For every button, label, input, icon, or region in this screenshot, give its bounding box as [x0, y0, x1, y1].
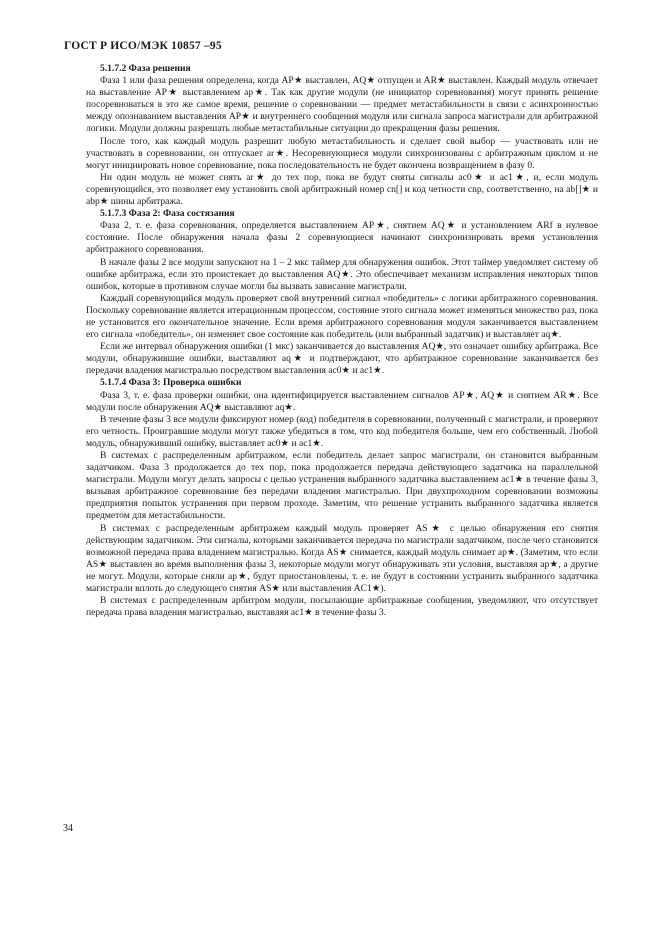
- paragraph: Фаза 3, т. е. фаза проверки ошибки, она идентифицируется выставлением сигналов AP★, AQ★ и снятием AR★. Все модули после обнаружения AQ★ выставляют aq★.: [86, 389, 598, 413]
- paragraph: Фаза 2, т. е. фаза соревнования, определяется выставлением AP★, снятием AQ★ и установлением ARf в нулевое состояние. После обнаружения начала фазы 2 соревнующиеся начинают синхронизировать время установления арбитражного соревнования.: [86, 220, 598, 256]
- paragraph: После того, как каждый модуль разрешит любую метастабильность и сделает свой выбор — участвовать или не участвовать в соревновании, он отпускает ar★. Несоревнующиеся модули синхронизованы с арбитражным циклом и не могут инициировать новое соревнование, пока последовательность не будет окончена возвращением в фазу 0.: [86, 135, 598, 171]
- section-heading: 5.1.7.4 Фаза 3: Проверка ошибки: [100, 377, 242, 389]
- paragraph: Каждый соревнующийся модуль проверяет свой внутренний сигнал «победитель» с логики арбитражного соревнования. Поскольку соревнование является итерационным процессом, состояние этого сигнала может изменяться множество раз, пока не установится его окончательное значение. Если время арбитражного соревнования модуля заканчивается выставлением его сигнала «победитель», он изменяет свое состояние как победитель (или выбранный задатчик) и выставляет aq★.: [86, 292, 598, 341]
- paragraph: В системах с распределенным арбитражом, если победитель делает запрос магистрали, он становится выбранным задатчиком. Фаза 3 продолжается до тех пор, пока продолжается передача действующего задатчика на параллельной магистрали. Модули могут делать запросы с целью устранения выбранного задатчика выставлением ac1★ в течение фазы 3, вызывая арбитражное соревнование без передачи владения магистралью. При двухпроходном соревновании возможны предприятия попыток устранения при первом проходе. Заметим, что решение устранить выбранного задатчика является предметом для метастабильности.: [86, 450, 598, 522]
- document-header: ГОСТ Р ИСО/МЭК 10857 –95: [64, 40, 222, 52]
- paragraph: Если же интервал обнаружения ошибки (1 мкс) заканчивается до выставления AQ★, это означает ошибку арбитража. Все модули, обнаружившие ошибки, выставляют aq★ и подтверждают, что арбитражное соревнование заканчивается без передачи владения магистралью посредством выставления ac0★ и ac1★.: [86, 341, 598, 377]
- paragraph: В системах с распределенным арбитром модули, посылающие арбитражные сообщения, уведомляют, что отсутствует передача права владения магистралью, выставляя ac1★ в течение фазы 3.: [86, 595, 598, 619]
- paragraph: В начале фазы 2 все модули запускают на 1 – 2 мкс таймер для обнаружения ошибок. Этот таймер уведомляет систему об ошибке арбитража, если это проистекает до выставления AQ★. Это обеспечивает механизм исправления некоторых типов ошибок, которые в противном случае могли бы вызвать зависание магистрали.: [86, 256, 598, 292]
- paragraph: Фаза 1 или фаза решения определена, когда AP★ выставлен, AQ★ отпущен и AR★ выставлен. Каждый модуль отвечает на выставление AP★ выставлением ap★. Так как другие модули (не инициатор соревнования) могут принять решение посоревноваться в это же самое время, решение о соревновании — предмет метастабильности в связи с асинхронностью между опознаванием выставления AP★ и внутреннего сообщения модуля или сигнала запроса магистрали для арбитражной логики. Модули должны разрешать любые метастабильные ситуации до прекращения фазы решения.: [86, 75, 598, 135]
- body-text: [86, 63, 598, 619]
- paragraph: Ни один модуль не может снять ar★ до тех пор, пока не будут сняты сигналы ac0★ и ac1★, и, если модуль соревнующийся, это позволяет ему установить свой арбитражный номер cn[] и код четности cnp, соответственно, на ab[]★ и abp★ шины арбитража.: [86, 171, 598, 208]
- section-heading: 5.1.7.2 Фаза решения: [100, 63, 191, 74]
- section-heading: 5.1.7.3 Фаза 2: Фаза состязания: [100, 208, 235, 220]
- paragraph: В течение фазы 3 все модули фиксируют номер (код) победителя в соревновании, полученный с магистрали, и проверяют его четность. Проигравшие модули могут также убедиться в том, что код победителя больше, чем его собственный. Любой модуль, обнаруживший ошибку, выставляет ac0★ и ac1★.: [86, 413, 598, 449]
- page-number: 34: [63, 823, 73, 834]
- paragraph: В системах с распределенным арбитражем каждый модуль проверяет AS★ с целью обнаружения его снятия действующим задатчиком. Эти сигналы, которыми заканчивается передача по магистрали задатчиком, после чего становится возможной передача права владением магистралью. Когда AS★ снимается, каждый модуль снимает ap★. (Заметим, что если AS★ выставлен во время выполнения фазы 3, некоторые модули могут обнаруживать эти условия, выставляя ap★, а другие не могут. Модули, которые сняли ap★, будут приостановлены, т. е. не будут в состоянии устранить выбранного задатчика магистрали вплоть до следующего снятия AS★ или выставления AC1★).: [86, 522, 598, 595]
